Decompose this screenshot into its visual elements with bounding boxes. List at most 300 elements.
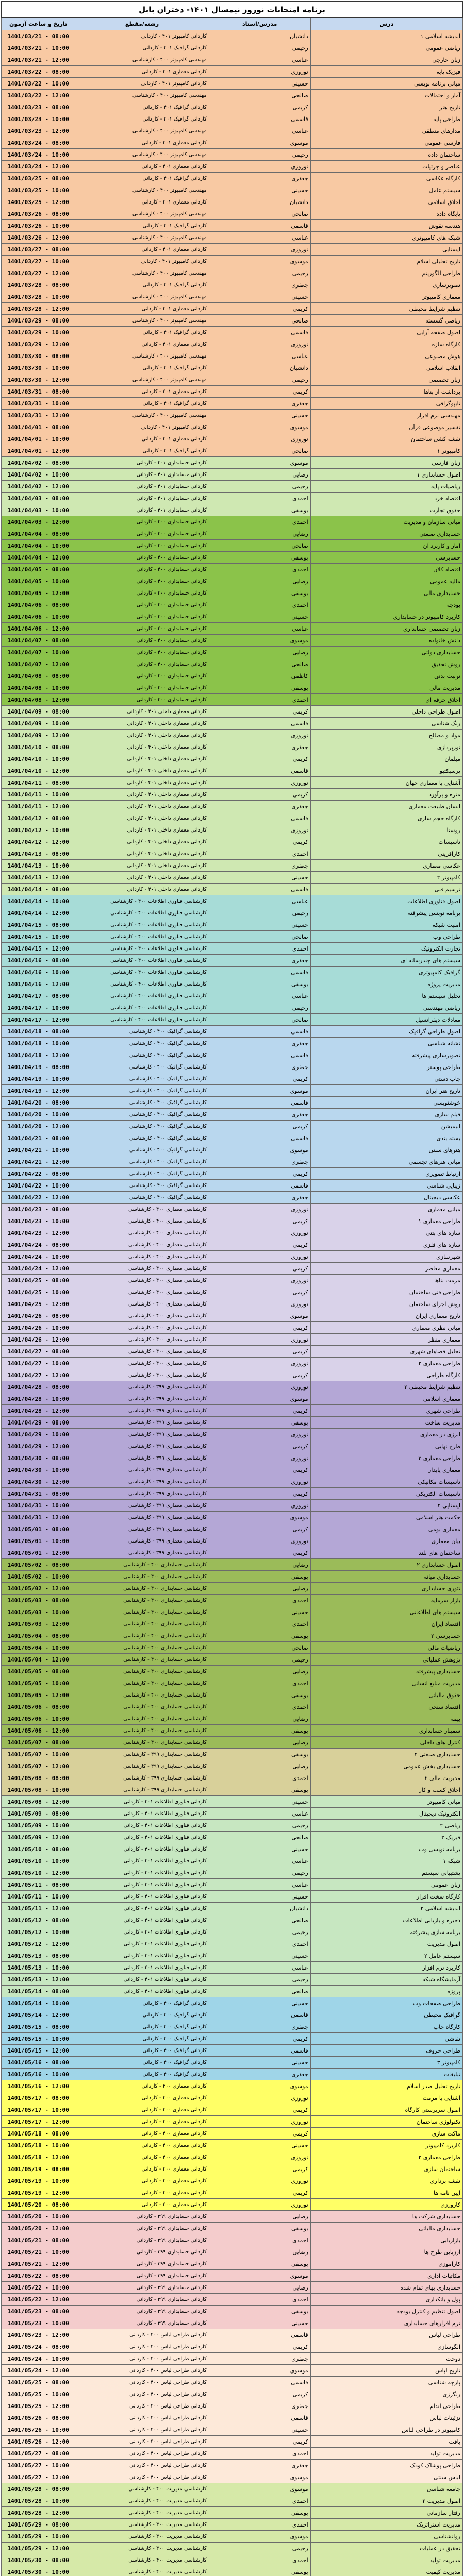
teacher-cell: صالحی — [209, 1642, 310, 1654]
major-cell: کاردانی معماری داخلی ۴۰۱ - کاردانی — [75, 789, 209, 801]
teacher-cell: قاسمی — [209, 2329, 310, 2341]
teacher-cell: قاسمی — [209, 765, 310, 777]
course-cell: سیستم عامل — [310, 184, 462, 196]
table-row — [2, 1867, 463, 1879]
table-row — [2, 1701, 463, 1713]
teacher-cell: احمدی — [209, 1701, 310, 1713]
date-cell: 1401/04/25 - 08:00 — [2, 1275, 75, 1286]
course-cell: نقشه کشی ساختمان — [310, 433, 462, 445]
date-cell: 1401/04/14 - 10:00 — [2, 895, 75, 907]
teacher-cell: نوروزی — [209, 1204, 310, 1215]
date-cell: 1401/05/13 - 08:00 — [2, 1950, 75, 1962]
date-cell: 1401/05/07 - 10:00 — [2, 1749, 75, 1760]
header-date: تاریخ و ساعت آزمون — [2, 18, 75, 30]
major-cell: کاردانی معماری ۴۰۱ - کاردانی — [75, 196, 209, 208]
course-cell: ریاضی ۲ — [310, 1820, 462, 1832]
table-row — [2, 173, 463, 184]
major-cell: کاردانی گرافیک ۴۰۱ - کاردانی — [75, 362, 209, 374]
major-cell: کاردانی معماری داخلی ۴۰۱ - کاردانی — [75, 777, 209, 789]
major-cell: کارشناسی معماری ۳۹۹ - کارشناسی — [75, 1381, 209, 1393]
teacher-cell: نوروزی — [209, 1251, 310, 1263]
date-cell: 1401/04/26 - 10:00 — [2, 1322, 75, 1334]
major-cell: کاردانی طراحی لباس ۴۰۰ - کاردانی — [75, 2388, 209, 2400]
table-row — [2, 303, 463, 315]
major-cell: کارشناسی گرافیک ۴۰۰ - کارشناسی — [75, 1073, 209, 1085]
teacher-cell: جعفری — [209, 173, 310, 184]
table-row — [2, 2151, 463, 2163]
major-cell: کاردانی طراحی لباس ۴۰۰ - کاردانی — [75, 2365, 209, 2377]
table-row — [2, 208, 463, 220]
date-cell: 1401/03/23 - 10:00 — [2, 113, 75, 125]
table-row — [2, 540, 463, 552]
table-row — [2, 184, 463, 196]
course-cell: امنیت شبکه — [310, 919, 462, 931]
date-cell: 1401/05/17 - 12:00 — [2, 2116, 75, 2128]
table-row — [2, 2329, 463, 2341]
teacher-cell: جعفری — [209, 1109, 310, 1121]
date-cell: 1401/04/03 - 12:00 — [2, 516, 75, 528]
teacher-cell: موسوی — [209, 256, 310, 267]
table-row — [2, 1926, 463, 1938]
table-row — [2, 2341, 463, 2353]
major-cell: کاردانی معماری داخلی ۴۰۱ - کاردانی — [75, 706, 209, 718]
date-cell: 1401/04/24 - 10:00 — [2, 1251, 75, 1263]
teacher-cell: نوروزی — [209, 730, 310, 741]
teacher-cell: نوروزی — [209, 1381, 310, 1393]
course-cell: روانشناسی — [310, 2531, 462, 2543]
date-cell: 1401/05/13 - 12:00 — [2, 1974, 75, 1986]
teacher-cell: کریمی — [209, 1440, 310, 1452]
course-cell: زبان تخصصی حسابداری — [310, 623, 462, 635]
teacher-cell: موسوی — [209, 1393, 310, 1405]
table-row — [2, 943, 463, 955]
course-cell: برداشت از بناها — [310, 386, 462, 398]
teacher-cell: قاسمی — [209, 2009, 310, 2021]
date-cell: 1401/04/25 - 10:00 — [2, 1286, 75, 1298]
major-cell: کارشناسی گرافیک ۴۰۰ - کارشناسی — [75, 1049, 209, 1061]
table-row — [2, 1085, 463, 1097]
teacher-cell: حسینی — [209, 1997, 310, 2009]
table-row — [2, 1417, 463, 1429]
course-cell: تحلیل سیستم ها — [310, 990, 462, 1002]
table-row — [2, 647, 463, 658]
course-cell: معماری بومی — [310, 1523, 462, 1535]
date-cell: 1401/04/23 - 08:00 — [2, 1204, 75, 1215]
course-cell: طراحی الگوریتم — [310, 267, 462, 279]
date-cell: 1401/04/12 - 08:00 — [2, 812, 75, 824]
major-cell: کارشناسی معماری ۴۰۰ - کارشناسی — [75, 1286, 209, 1298]
date-cell: 1401/05/27 - 08:00 — [2, 2448, 75, 2460]
table-row — [2, 232, 463, 244]
date-cell: 1401/05/15 - 08:00 — [2, 2021, 75, 2033]
course-cell: اندیشه اسلامی ۱ — [310, 30, 462, 42]
teacher-cell: موسوی — [209, 1085, 310, 1097]
course-cell: تبلیغات — [310, 2069, 462, 2080]
date-cell: 1401/04/11 - 12:00 — [2, 801, 75, 812]
course-cell: اقتصاد سنجی — [310, 1701, 462, 1713]
table-row — [2, 1476, 463, 1488]
teacher-cell: نوروزی — [209, 1275, 310, 1286]
date-cell: 1401/04/19 - 10:00 — [2, 1073, 75, 1085]
date-cell: 1401/05/16 - 08:00 — [2, 2057, 75, 2069]
table-row — [2, 860, 463, 872]
date-cell: 1401/05/17 - 08:00 — [2, 2092, 75, 2104]
major-cell: کاردانی حسابداری ۳۹۹ - کاردانی — [75, 2306, 209, 2317]
teacher-cell: قاسمی — [209, 220, 310, 232]
table-row — [2, 670, 463, 682]
teacher-cell: جعفری — [209, 2353, 310, 2365]
teacher-cell: احمدی — [209, 1938, 310, 1950]
major-cell: کاردانی حسابداری ۴۰۰ - کاردانی — [75, 694, 209, 706]
major-cell: کاردانی معماری ۴۰۰ - کاردانی — [75, 2128, 209, 2140]
teacher-cell: جعفری — [209, 741, 310, 753]
date-cell: 1401/04/20 - 12:00 — [2, 1121, 75, 1132]
teacher-cell: قاسمی — [209, 884, 310, 895]
teacher-cell: عباسی — [209, 232, 310, 244]
date-cell: 1401/04/02 - 10:00 — [2, 469, 75, 481]
date-cell: 1401/03/29 - 12:00 — [2, 338, 75, 350]
major-cell: مهندسی کامپیوتر ۴۰۰ - کارشناسی — [75, 149, 209, 161]
table-row — [2, 2306, 463, 2317]
table-row — [2, 2495, 463, 2507]
major-cell: کارشناسی حسابداری ۳۹۹ - کارشناسی — [75, 1749, 209, 1760]
major-cell: کارشناسی معماری ۳۹۹ - کارشناسی — [75, 1405, 209, 1417]
course-cell: پشتیبانی سیستم — [310, 1867, 462, 1879]
teacher-cell: کریمی — [209, 1523, 310, 1535]
course-cell: کامپیوتر در طراحی لباس — [310, 2424, 462, 2436]
major-cell: کاردانی معماری داخلی ۴۰۱ - کاردانی — [75, 801, 209, 812]
table-header-row — [2, 18, 463, 30]
table-row — [2, 718, 463, 730]
table-row — [2, 1832, 463, 1843]
date-cell: 1401/05/29 - 12:00 — [2, 2543, 75, 2554]
table-row — [2, 362, 463, 374]
date-cell: 1401/04/10 - 10:00 — [2, 753, 75, 765]
course-cell: معماری پایدار — [310, 1464, 462, 1476]
major-cell: کاردانی حسابداری ۴۰۰ - کاردانی — [75, 611, 209, 623]
course-cell: مبانی هنرهای تجسمی — [310, 1156, 462, 1168]
course-cell: حسابرسی — [310, 552, 462, 564]
date-cell: 1401/05/06 - 10:00 — [2, 1713, 75, 1725]
teacher-cell: یوسفی — [209, 1784, 310, 1796]
major-cell: مهندسی کامپیوتر ۴۰۰ - کارشناسی — [75, 267, 209, 279]
table-row — [2, 2258, 463, 2270]
table-row — [2, 1903, 463, 1914]
teacher-cell: نوروزی — [209, 2151, 310, 2163]
course-cell: اصول حسابداری ۲ — [310, 1559, 462, 1571]
date-cell: 1401/04/21 - 08:00 — [2, 1132, 75, 1144]
teacher-cell: یوسفی — [209, 978, 310, 990]
teacher-cell: نوروزی — [209, 777, 310, 789]
course-cell: شبکه ۱ — [310, 1855, 462, 1867]
major-cell: کارشناسی حسابداری ۴۰۰ - کارشناسی — [75, 1642, 209, 1654]
course-cell: الگوسازی — [310, 2341, 462, 2353]
table-row — [2, 1843, 463, 1855]
teacher-cell: عباسی — [209, 990, 310, 1002]
teacher-cell: نوروزی — [209, 1476, 310, 1488]
course-cell: اندیشه اسلامی ۲ — [310, 1903, 462, 1914]
course-cell: مبانی معماری — [310, 1204, 462, 1215]
teacher-cell: جعفری — [209, 1192, 310, 1204]
table-row — [2, 1630, 463, 1642]
date-cell: 1401/05/02 - 10:00 — [2, 1571, 75, 1583]
table-row — [2, 2270, 463, 2282]
teacher-cell: نوروزی — [209, 433, 310, 445]
date-cell: 1401/05/30 - 10:00 — [2, 2566, 75, 2576]
major-cell: کاردانی معماری ۴۰۰ - کاردانی — [75, 2092, 209, 2104]
date-cell: 1401/05/06 - 08:00 — [2, 1701, 75, 1713]
major-cell: کاردانی معماری داخلی ۴۰۱ - کاردانی — [75, 860, 209, 872]
teacher-cell: رحیمی — [209, 481, 310, 493]
teacher-cell: جعفری — [209, 2069, 310, 2080]
course-cell: مدیریت منابع انسانی — [310, 1677, 462, 1689]
date-cell: 1401/05/12 - 08:00 — [2, 1914, 75, 1926]
course-cell: تجارت الکترونیک — [310, 943, 462, 955]
course-cell: زبان عمومی — [310, 1879, 462, 1891]
date-cell: 1401/04/30 - 12:00 — [2, 1476, 75, 1488]
course-cell: طراحی معماری ۲ — [310, 2151, 462, 2163]
table-row — [2, 2460, 463, 2471]
teacher-cell: قاسمی — [209, 1049, 310, 1061]
course-cell: آیین نامه ها — [310, 2187, 462, 2199]
date-cell: 1401/03/24 - 12:00 — [2, 161, 75, 173]
date-cell: 1401/03/26 - 08:00 — [2, 208, 75, 220]
table-row — [2, 1429, 463, 1440]
date-cell: 1401/04/09 - 12:00 — [2, 730, 75, 741]
table-row — [2, 990, 463, 1002]
teacher-cell: احمدی — [209, 599, 310, 611]
teacher-cell: حسینی — [209, 2057, 310, 2069]
course-cell: هنرهای سنتی — [310, 1144, 462, 1156]
course-cell: تزئینات لباس — [310, 2412, 462, 2424]
major-cell: کاردانی حسابداری ۴۰۰ - کاردانی — [75, 575, 209, 587]
major-cell: کاردانی حسابداری ۴۰۰ - کاردانی — [75, 528, 209, 540]
teacher-cell: یوسفی — [209, 1630, 310, 1642]
course-cell: حقوق تجارت — [310, 504, 462, 516]
course-cell: مکاتبات اداری — [310, 2270, 462, 2282]
major-cell: کاردانی گرافیک ۴۰۰ - کاردانی — [75, 1997, 209, 2009]
teacher-cell: احمدی — [209, 2294, 310, 2306]
table-row — [2, 398, 463, 410]
date-cell: 1401/03/30 - 12:00 — [2, 374, 75, 386]
date-cell: 1401/04/09 - 08:00 — [2, 706, 75, 718]
header-course: درس — [310, 18, 462, 30]
major-cell: کاردانی حسابداری ۳۹۹ - کاردانی — [75, 2294, 209, 2306]
table-row — [2, 1073, 463, 1085]
major-cell: کارشناسی حسابداری ۴۰۰ - کارشناسی — [75, 1677, 209, 1689]
date-cell: 1401/05/27 - 10:00 — [2, 2460, 75, 2471]
teacher-cell: رحیمی — [209, 1002, 310, 1014]
course-cell: ریاضی گسسته — [310, 315, 462, 327]
teacher-cell: رضایی — [209, 1666, 310, 1677]
teacher-cell: رضایی — [209, 1713, 310, 1725]
teacher-cell: رحیمی — [209, 2543, 310, 2554]
course-cell: حسابداری مالیاتی — [310, 2223, 462, 2234]
teacher-cell: صالحی — [209, 931, 310, 943]
teacher-cell: رحیمی — [209, 1867, 310, 1879]
course-cell: حسابرسی ۲ — [310, 1630, 462, 1642]
table-row — [2, 1061, 463, 1073]
major-cell: کارشناسی مدیریت ۴۰۰ - کارشناسی — [75, 2543, 209, 2554]
course-cell: معماری منظر — [310, 1334, 462, 1346]
course-cell: مدیریت استراتژیک — [310, 2519, 462, 2531]
teacher-cell: جعفری — [209, 2400, 310, 2412]
teacher-cell: نوروزی — [209, 161, 310, 173]
date-cell: 1401/04/01 - 10:00 — [2, 433, 75, 445]
major-cell: کارشناسی مدیریت ۴۰۰ - کارشناسی — [75, 2519, 209, 2531]
teacher-cell: موسوی — [209, 2471, 310, 2483]
date-cell: 1401/03/24 - 08:00 — [2, 137, 75, 149]
major-cell: کاردانی معماری ۴۰۰ - کاردانی — [75, 2151, 209, 2163]
teacher-cell: یوسفی — [209, 2507, 310, 2519]
course-cell: جامعه شناسی — [310, 2483, 462, 2495]
course-cell: گرافیک محیطی — [310, 2009, 462, 2021]
major-cell: مهندسی کامپیوتر ۴۰۰ - کارشناسی — [75, 232, 209, 244]
course-cell: طراحی فنی ساختمان — [310, 1286, 462, 1298]
table-row — [2, 1322, 463, 1334]
date-cell: 1401/05/08 - 10:00 — [2, 1784, 75, 1796]
major-cell: کاردانی طراحی لباس ۴۰۰ - کاردانی — [75, 2341, 209, 2353]
course-cell: انقلاب اسلامی — [310, 362, 462, 374]
teacher-cell: عباسی — [209, 623, 310, 635]
teacher-cell: نوروزی — [209, 1500, 310, 1512]
course-cell: اصول سرپرستی کارگاه — [310, 2104, 462, 2116]
course-cell: لباس سنتی — [310, 2471, 462, 2483]
date-cell: 1401/05/11 - 10:00 — [2, 1891, 75, 1903]
date-cell: 1401/03/30 - 10:00 — [2, 362, 75, 374]
date-cell: 1401/05/26 - 08:00 — [2, 2412, 75, 2424]
teacher-cell: کریمی — [209, 1488, 310, 1500]
course-cell: اصول حسابداری ۱ — [310, 469, 462, 481]
major-cell: کاردانی معماری ۴۰۱ - کاردانی — [75, 137, 209, 149]
table-row — [2, 2282, 463, 2294]
date-cell: 1401/04/30 - 08:00 — [2, 1452, 75, 1464]
major-cell: کاردانی حسابداری ۴۰۱ - کاردانی — [75, 469, 209, 481]
teacher-cell: صالحی — [209, 1914, 310, 1926]
date-cell: 1401/05/15 - 12:00 — [2, 2045, 75, 2057]
date-cell: 1401/05/09 - 10:00 — [2, 1820, 75, 1832]
major-cell: کارشناسی معماری ۳۹۹ - کارشناسی — [75, 1500, 209, 1512]
date-cell: 1401/05/11 - 12:00 — [2, 1903, 75, 1914]
course-cell: حسابداری دولتی — [310, 647, 462, 658]
date-cell: 1401/04/28 - 10:00 — [2, 1393, 75, 1405]
teacher-cell: قاسمی — [209, 1132, 310, 1144]
table-row — [2, 1026, 463, 1038]
course-cell: اصول مدیریت — [310, 1938, 462, 1950]
major-cell: کاردانی حسابداری ۳۹۹ - کاردانی — [75, 2270, 209, 2282]
course-cell: برنامه نویسی وب — [310, 1843, 462, 1855]
teacher-cell: رحیمی — [209, 374, 310, 386]
course-cell: تربیت بدنی — [310, 670, 462, 682]
date-cell: 1401/05/04 - 12:00 — [2, 1654, 75, 1666]
course-cell: مدارهای منطقی — [310, 125, 462, 137]
date-cell: 1401/05/14 - 10:00 — [2, 1997, 75, 2009]
date-cell: 1401/04/29 - 10:00 — [2, 1429, 75, 1440]
course-cell: حسابداری شرکت ها — [310, 2211, 462, 2223]
course-cell: کامپیوتر ۲ — [310, 872, 462, 884]
major-cell: کاردانی حسابداری ۴۰۱ - کاردانی — [75, 493, 209, 504]
table-row — [2, 1772, 463, 1784]
course-cell: آشنایی با معماری جهان — [310, 777, 462, 789]
major-cell: کاردانی فناوری اطلاعات ۴۰۱ - کاردانی — [75, 1879, 209, 1891]
date-cell: 1401/04/22 - 10:00 — [2, 1180, 75, 1192]
table-row — [2, 504, 463, 516]
date-cell: 1401/04/07 - 12:00 — [2, 658, 75, 670]
major-cell: کاردانی حسابداری ۴۰۰ - کاردانی — [75, 540, 209, 552]
course-cell: روش اجرای ساختمان — [310, 1298, 462, 1310]
teacher-cell: کریمی — [209, 1215, 310, 1227]
course-cell: مهندسی نرم افزار — [310, 410, 462, 421]
date-cell: 1401/04/29 - 08:00 — [2, 1417, 75, 1429]
course-cell: مبانی برنامه نویسی — [310, 78, 462, 90]
date-cell: 1401/05/03 - 12:00 — [2, 1618, 75, 1630]
major-cell: کارشناسی فناوری اطلاعات ۴۰۰ - کارشناسی — [75, 895, 209, 907]
teacher-cell: موسوی — [209, 635, 310, 647]
course-cell: اقتصاد کلان — [310, 564, 462, 575]
table-row — [2, 1749, 463, 1760]
major-cell: کاردانی گرافیک ۴۰۰ - کاردانی — [75, 2057, 209, 2069]
major-cell: کارشناسی گرافیک ۴۰۰ - کارشناسی — [75, 1109, 209, 1121]
major-cell: کارشناسی حسابداری ۴۰۰ - کارشناسی — [75, 1559, 209, 1571]
course-cell: ماکت سازی — [310, 2128, 462, 2140]
teacher-cell: موسوی — [209, 2531, 310, 2543]
teacher-cell: موسوی — [209, 457, 310, 469]
table-row — [2, 1713, 463, 1725]
teacher-cell: عباسی — [209, 125, 310, 137]
table-row — [2, 1914, 463, 1926]
course-cell: اقتصاد خرد — [310, 493, 462, 504]
major-cell: کاردانی طراحی لباس ۴۰۰ - کاردانی — [75, 2471, 209, 2483]
teacher-cell: صالحی — [209, 208, 310, 220]
date-cell: 1401/03/27 - 12:00 — [2, 267, 75, 279]
date-cell: 1401/04/31 - 08:00 — [2, 1488, 75, 1500]
teacher-cell: حسینی — [209, 919, 310, 931]
date-cell: 1401/05/01 - 10:00 — [2, 1535, 75, 1547]
major-cell: کارشناسی گرافیک ۴۰۰ - کارشناسی — [75, 1026, 209, 1038]
date-cell: 1401/04/26 - 12:00 — [2, 1334, 75, 1346]
date-cell: 1401/05/21 - 08:00 — [2, 2234, 75, 2246]
teacher-cell: نوروزی — [209, 2092, 310, 2104]
major-cell: کاردانی گرافیک ۴۰۱ - کاردانی — [75, 220, 209, 232]
teacher-cell: احمدی — [209, 564, 310, 575]
table-row — [2, 528, 463, 540]
teacher-cell: کریمی — [209, 836, 310, 848]
course-cell: زبان فارسی — [310, 457, 462, 469]
date-cell: 1401/05/09 - 12:00 — [2, 1832, 75, 1843]
table-row — [2, 2388, 463, 2400]
date-cell: 1401/05/24 - 10:00 — [2, 2353, 75, 2365]
major-cell: کارشناسی معماری ۴۰۰ - کارشناسی — [75, 1346, 209, 1358]
teacher-cell: جعفری — [209, 801, 310, 812]
table-row — [2, 1725, 463, 1737]
course-cell: طراحی پوستر — [310, 1061, 462, 1073]
table-row — [2, 1535, 463, 1547]
major-cell: کاردانی فناوری اطلاعات ۴۰۱ - کاردانی — [75, 1855, 209, 1867]
table-row — [2, 753, 463, 765]
date-cell: 1401/04/19 - 08:00 — [2, 1061, 75, 1073]
course-cell: بسته بندی — [310, 1132, 462, 1144]
course-cell: مدیریت ساخت — [310, 1417, 462, 1429]
table-row — [2, 955, 463, 967]
date-cell: 1401/05/19 - 12:00 — [2, 2187, 75, 2199]
table-row — [2, 599, 463, 611]
teacher-cell: یوسفی — [209, 504, 310, 516]
major-cell: کارشناسی گرافیک ۴۰۰ - کارشناسی — [75, 1180, 209, 1192]
course-cell: مدیریت مالی ۲ — [310, 1772, 462, 1784]
teacher-cell: یوسفی — [209, 587, 310, 599]
date-cell: 1401/04/20 - 10:00 — [2, 1109, 75, 1121]
major-cell: کاردانی معماری داخلی ۴۰۱ - کاردانی — [75, 836, 209, 848]
